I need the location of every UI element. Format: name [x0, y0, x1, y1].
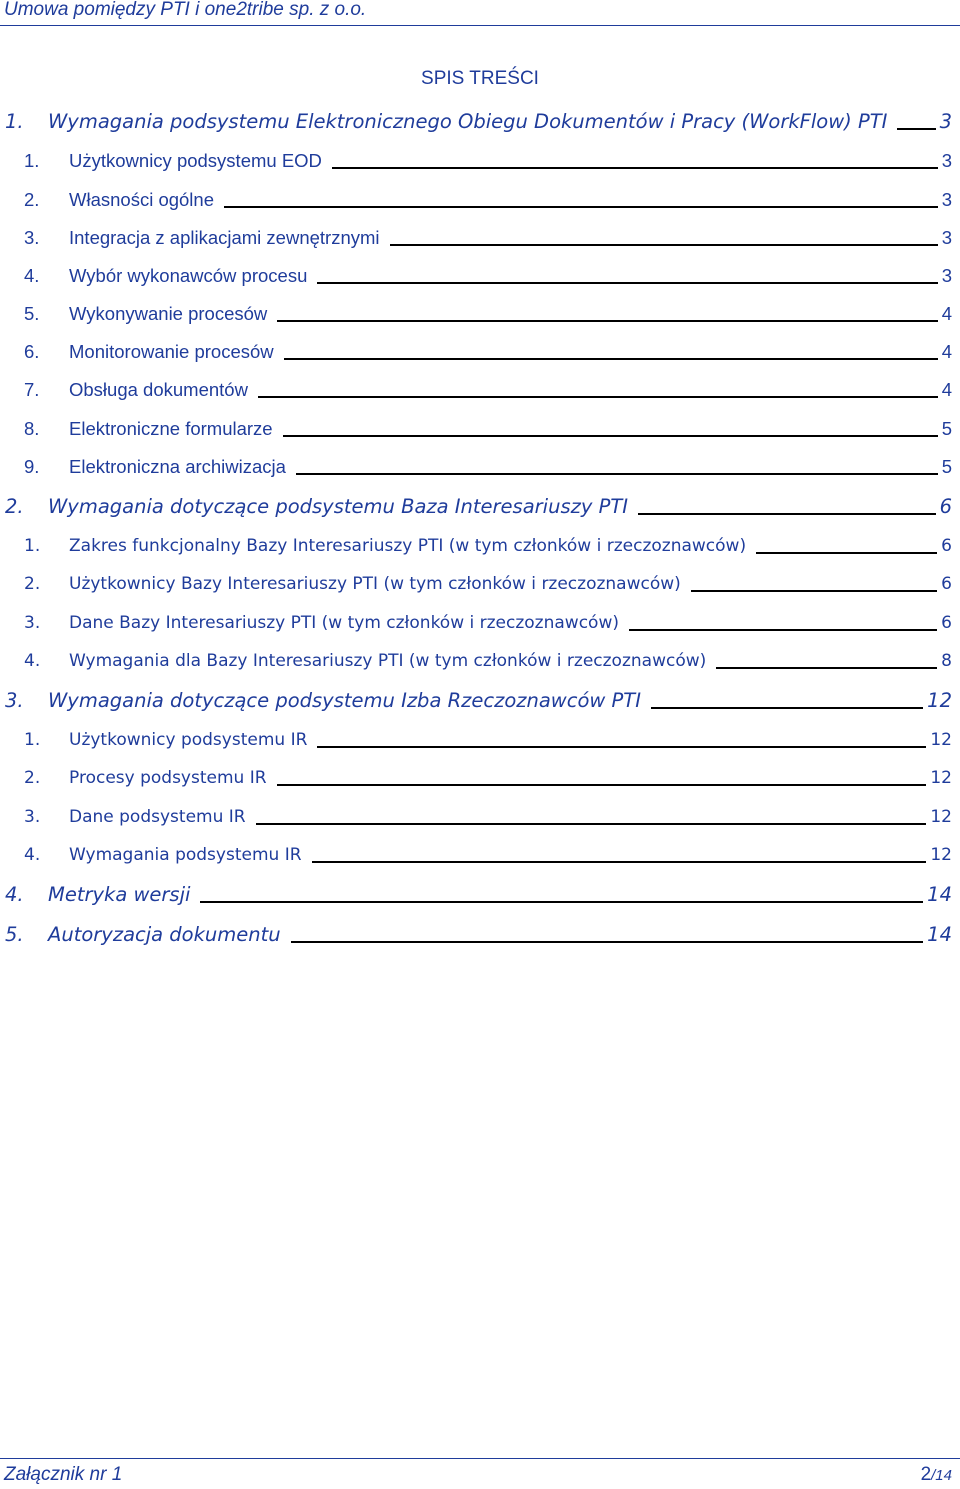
toc-entry-number: 4. — [5, 883, 24, 906]
toc-entry-title: Wybór wykonawców procesu — [69, 265, 308, 286]
toc-leader-line — [284, 357, 938, 360]
toc-entry-title: Własności ogólne — [69, 189, 214, 210]
toc-entry-title: Monitorowanie procesów — [69, 341, 274, 362]
toc-leader-line — [256, 822, 927, 825]
toc-leader-line — [638, 512, 936, 515]
toc-entry-section[interactable] — [0, 145, 952, 173]
toc-entry-number: 1. — [24, 150, 40, 171]
toc-entry-chapter[interactable] — [0, 879, 952, 907]
toc-entry-title: Wykonywanie procesów — [69, 303, 268, 324]
toc-entry-title: Użytkownicy Bazy Interesariuszy PTI (w tym członków i rzeczoznawców) — [69, 574, 681, 594]
toc-leader-line — [317, 745, 926, 748]
toc-entry-title: Procesy podsystemu IR — [69, 768, 267, 788]
toc-entry-page: 5 — [941, 456, 952, 477]
toc-entry-section[interactable] — [0, 374, 952, 402]
toc-entry-title: Metryka wersji — [48, 883, 191, 906]
toc-entry-page: 3 — [941, 150, 952, 171]
toc-entry-page: 3 — [941, 265, 952, 286]
toc-entry-title: Wymagania dla Bazy Interesariuszy PTI (w tym członków i rzeczoznawców) — [69, 651, 707, 671]
toc-entry-number: 1. — [24, 730, 41, 750]
footer-page-number — [921, 1464, 952, 1486]
toc-leader-line — [291, 940, 924, 943]
toc-leader-line — [277, 319, 937, 322]
toc-entry-page: 12 — [930, 768, 952, 788]
toc-leader-line — [390, 243, 938, 246]
toc-entry-number: 3. — [5, 689, 24, 712]
toc-entry-chapter[interactable] — [0, 919, 952, 947]
toc-entry-title: Wymagania podsystemu IR — [69, 845, 302, 865]
toc-leader-line — [691, 589, 937, 592]
toc-entry-title: Elektroniczne formularze — [69, 418, 273, 439]
toc-leader-line — [897, 127, 935, 130]
toc-leader-line — [756, 551, 937, 554]
toc-leader-line — [332, 166, 938, 169]
toc-entry-section[interactable] — [0, 184, 952, 212]
toc-entry-page: 4 — [941, 341, 952, 362]
toc-entry-number: 7. — [24, 379, 40, 400]
toc-leader-line — [296, 472, 938, 475]
toc-leader-line — [312, 860, 927, 863]
toc-entry-section[interactable] — [0, 762, 952, 790]
toc-leader-line — [317, 281, 937, 284]
toc-entry-title: Wymagania dotyczące podsystemu Baza Interesariuszy PTI — [48, 495, 629, 518]
toc-entry-section[interactable] — [0, 607, 952, 635]
toc-entry-title: Użytkownicy podsystemu IR — [69, 730, 308, 750]
toc-entry-section[interactable] — [0, 839, 952, 867]
toc-leader-line — [258, 395, 938, 398]
toc-leader-line — [651, 706, 923, 709]
toc-entry-title: Elektroniczna archiwizacja — [69, 456, 286, 477]
toc-leader-line — [716, 666, 937, 669]
toc-entry-title: Użytkownicy podsystemu EOD — [69, 150, 322, 171]
toc-entry-title: Zakres funkcjonalny Bazy Interesariuszy PTI (w tym członków i rzeczoznawców) — [69, 536, 747, 556]
toc-entry-page: 12 — [927, 689, 952, 712]
toc-entry-number: 3. — [24, 807, 41, 827]
toc-entry-number: 8. — [24, 418, 40, 439]
toc-leader-line — [224, 205, 938, 208]
toc-entry-number: 4. — [24, 845, 41, 865]
toc-entry-page: 6 — [939, 495, 952, 518]
toc-entry-number: 5. — [24, 303, 40, 324]
toc-entry-page: 3 — [941, 227, 952, 248]
toc-entry-section[interactable] — [0, 260, 952, 288]
toc-entry-title: Wymagania podsystemu Elektronicznego Obiegu Dokumentów i Pracy (WorkFlow) PTI — [48, 110, 888, 133]
toc-entry-page: 6 — [941, 536, 952, 556]
toc-entry-page: 14 — [927, 923, 952, 946]
toc-entry-title: Dane Bazy Interesariuszy PTI (w tym członków i rzeczoznawców) — [69, 613, 619, 633]
toc-entry-page: 12 — [930, 807, 952, 827]
toc-entry-section[interactable] — [0, 724, 952, 752]
toc-leader-line — [629, 628, 937, 631]
toc-heading: SPIS TREŚCI — [421, 68, 539, 89]
toc-entry-page: 4 — [941, 303, 952, 324]
footer-page-total: /14 — [931, 1467, 952, 1484]
toc-leader-line — [283, 434, 938, 437]
toc-entry-page: 12 — [930, 845, 952, 865]
toc-entry-page: 3 — [941, 189, 952, 210]
toc-entry-chapter[interactable] — [0, 491, 952, 519]
document-header-title: Umowa pomiędzy PTI i one2tribe sp. z o.o. — [4, 0, 367, 20]
toc-entry-number: 2. — [24, 189, 40, 210]
toc-entry-section[interactable] — [0, 336, 952, 364]
toc-entry-page: 3 — [939, 110, 952, 133]
toc-entry-number: 6. — [24, 341, 40, 362]
toc-entry-title: Dane podsystemu IR — [69, 807, 246, 827]
toc-entry-section[interactable] — [0, 451, 952, 479]
footer-attachment-label: Załącznik nr 1 — [4, 1464, 123, 1485]
toc-entry-number: 2. — [24, 574, 41, 594]
toc-leader-line — [200, 900, 923, 903]
toc-entry-number: 2. — [5, 495, 24, 518]
toc-entry-number: 2. — [24, 768, 41, 788]
toc-entry-title: Integracja z aplikacjami zewnętrznymi — [69, 227, 380, 248]
header-divider — [0, 25, 960, 26]
toc-entry-title: Autoryzacja dokumentu — [48, 923, 281, 946]
toc-entry-page: 14 — [927, 883, 952, 906]
toc-entry-number: 4. — [24, 651, 41, 671]
toc-entry-page: 6 — [941, 613, 952, 633]
toc-entry-title: Wymagania dotyczące podsystemu Izba Rzeczoznawców PTI — [48, 689, 641, 712]
toc-entry-title: Obsługa dokumentów — [69, 379, 248, 400]
toc-entry-number: 9. — [24, 456, 40, 477]
toc-entry-section[interactable] — [0, 568, 952, 596]
toc-entry-section[interactable] — [0, 530, 952, 558]
toc-entry-number: 5. — [5, 923, 24, 946]
toc-entry-page: 6 — [941, 574, 952, 594]
toc-entry-page: 8 — [941, 651, 952, 671]
footer-divider — [0, 1458, 960, 1459]
toc-entry-number: 4. — [24, 265, 40, 286]
toc-entry-section[interactable] — [0, 222, 952, 250]
toc-entry-chapter[interactable] — [0, 685, 952, 713]
footer-page-current: 2 — [920, 1464, 932, 1485]
toc-entry-section[interactable] — [0, 298, 952, 326]
toc-entry-chapter[interactable] — [0, 106, 952, 134]
toc-entry-section[interactable] — [0, 645, 952, 673]
toc-entry-page: 4 — [941, 379, 952, 400]
toc-entry-number: 3. — [24, 227, 40, 248]
toc-entry-page: 12 — [930, 730, 952, 750]
toc-entry-section[interactable] — [0, 801, 952, 829]
toc-entry-number: 1. — [5, 110, 24, 133]
toc-entry-section[interactable] — [0, 413, 952, 441]
toc-entry-number: 1. — [24, 536, 41, 556]
toc-entry-page: 5 — [941, 418, 952, 439]
toc-entry-number: 3. — [24, 613, 41, 633]
toc-leader-line — [277, 783, 927, 786]
